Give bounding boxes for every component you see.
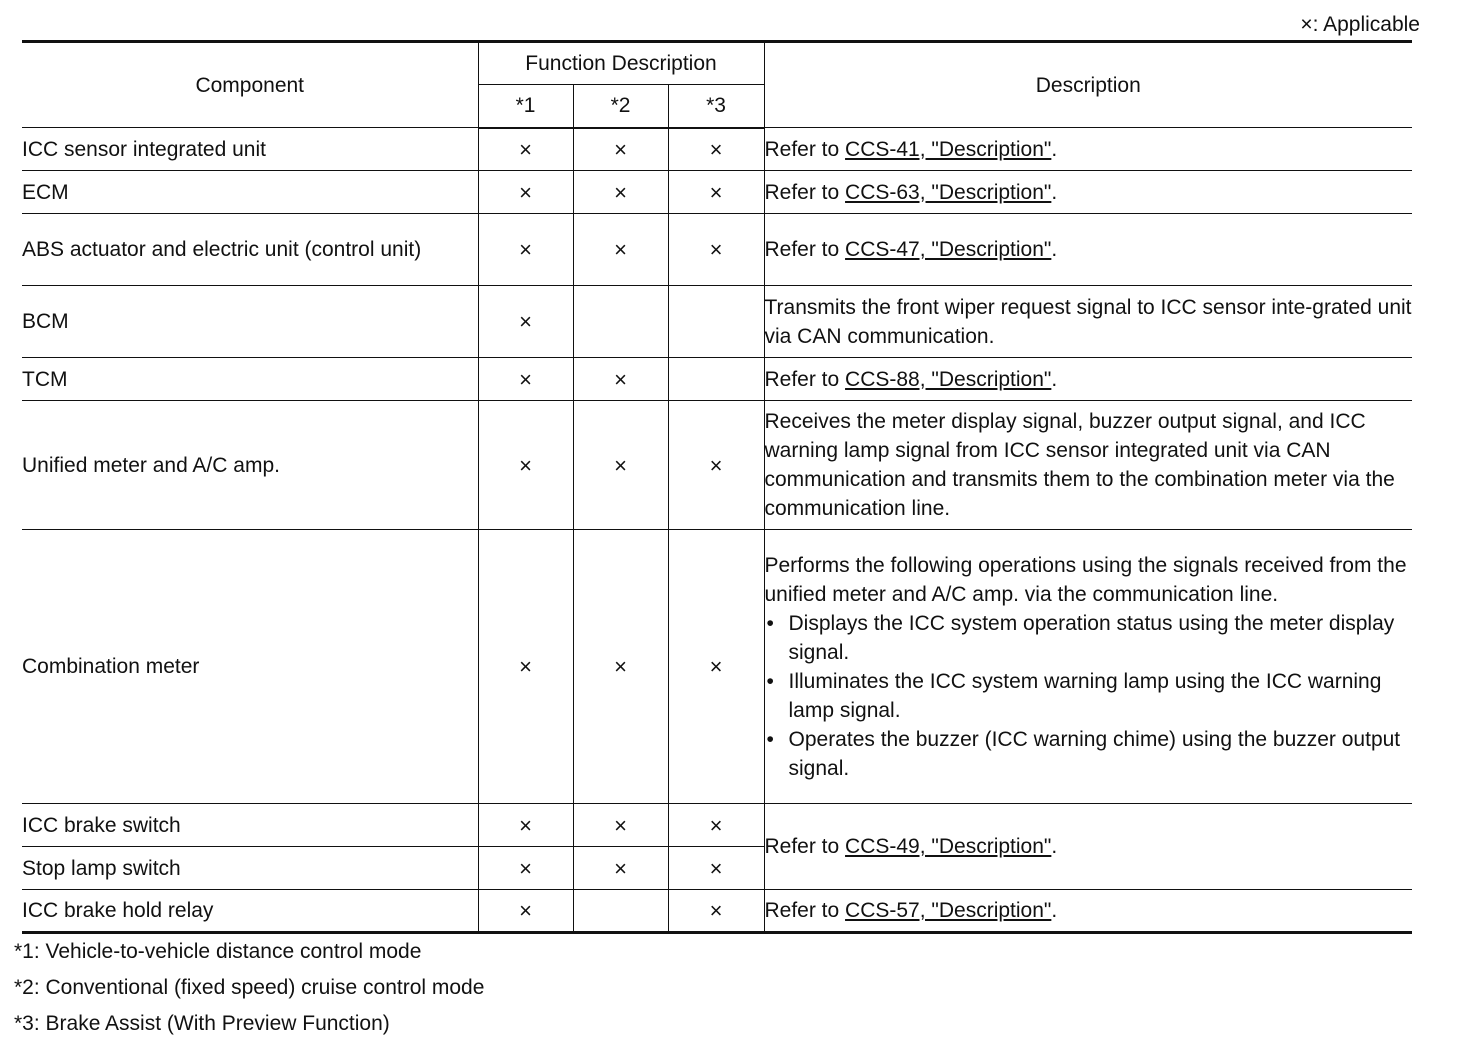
footnote: *3: Brake Assist (With Preview Function) [14, 1012, 390, 1035]
function-1-mark: × [478, 890, 573, 933]
list-item [765, 725, 1413, 783]
function-2-mark [573, 890, 668, 933]
component-cell: Combination meter [22, 530, 478, 804]
component-cell: Unified meter and A/C amp. [22, 401, 478, 530]
table-row [22, 401, 1412, 530]
component-column-header: Component [22, 42, 478, 128]
function-2-mark: × [573, 128, 668, 171]
description-cell [764, 804, 1412, 890]
table-row [22, 804, 1412, 847]
reference-link[interactable]: CCS-47, "Description" [845, 238, 1052, 261]
function-3-mark: × [668, 214, 764, 286]
function-1-mark: × [478, 358, 573, 401]
bullet-icon: • [766, 611, 774, 635]
table-row [22, 171, 1412, 214]
refer-prefix: Refer to [764, 180, 846, 204]
description-cell [764, 128, 1412, 171]
function-2-mark: × [573, 401, 668, 530]
function-1-mark: × [478, 804, 573, 847]
component-cell: ICC sensor integrated unit [22, 128, 478, 171]
function-1-header: *1 [478, 85, 573, 128]
table-row [22, 214, 1412, 286]
function-1-mark: × [478, 128, 573, 171]
function-3-header: *3 [668, 85, 764, 128]
reference-suffix: . [1051, 238, 1058, 261]
reference-suffix: . [1051, 137, 1058, 161]
function-3-mark: × [668, 171, 764, 214]
function-description-header: Function Description [478, 42, 764, 85]
function-2-mark: × [573, 530, 668, 804]
description-cell [764, 530, 1412, 804]
footnote: *1: Vehicle-to-vehicle distance control mode [14, 940, 422, 963]
description-intro: Performs the following operations using the signals received from the unified meter and A/C amp. via the communication line. [764, 553, 1407, 606]
description-cell: Receives the meter display signal, buzzer output signal, and ICC warning lamp signal from ICC sensor integrated unit via CAN communication and transmits them to the combination meter via the communication line. [764, 401, 1412, 530]
list-item-text: Displays the ICC system operation status using the meter display signal. [788, 611, 1395, 664]
reference-suffix: . [1051, 835, 1058, 858]
function-2-mark: × [573, 358, 668, 401]
refer-prefix: Refer to [764, 137, 846, 161]
table-row [22, 286, 1412, 358]
refer-prefix: Refer to [764, 835, 846, 858]
component-cell: Stop lamp switch [22, 847, 478, 890]
function-3-mark: × [668, 401, 764, 530]
table-row [22, 358, 1412, 401]
reference-link[interactable]: CCS-88, "Description" [845, 367, 1052, 391]
component-cell: BCM [22, 286, 478, 358]
table-row [22, 128, 1412, 171]
function-3-mark: × [668, 890, 764, 933]
refer-prefix: Refer to [764, 899, 846, 922]
footnote: *2: Conventional (fixed speed) cruise control mode [14, 976, 485, 999]
function-3-mark: × [668, 804, 764, 847]
function-2-mark: × [573, 847, 668, 890]
function-2-mark: × [573, 171, 668, 214]
function-3-mark [668, 358, 764, 401]
function-1-mark: × [478, 401, 573, 530]
function-2-mark [573, 286, 668, 358]
refer-prefix: Refer to [764, 367, 846, 391]
description-column-header: Description [764, 42, 1412, 128]
reference-link[interactable]: CCS-63, "Description" [845, 180, 1052, 204]
component-cell: ECM [22, 171, 478, 214]
function-2-header: *2 [573, 85, 668, 128]
list-item-text: Operates the buzzer (ICC warning chime) using the buzzer output signal. [788, 727, 1401, 780]
bullet-icon: • [766, 727, 774, 751]
reference-link[interactable]: CCS-57, "Description" [845, 899, 1052, 922]
component-cell: ICC brake switch [22, 804, 478, 847]
reference-suffix: . [1051, 367, 1058, 391]
function-3-mark: × [668, 530, 764, 804]
footnotes [14, 937, 484, 1045]
table-row [22, 530, 1412, 804]
component-cell: ICC brake hold relay [22, 890, 478, 933]
component-cell: ABS actuator and electric unit (control unit) [22, 214, 478, 286]
reference-suffix: . [1051, 180, 1058, 204]
refer-prefix: Refer to [764, 238, 846, 261]
function-1-mark: × [478, 530, 573, 804]
operations-list [765, 609, 1413, 783]
function-1-mark: × [478, 286, 573, 358]
description-cell: Transmits the front wiper request signal to ICC sensor inte-grated unit via CAN communication. [764, 286, 1412, 358]
reference-suffix: . [1051, 899, 1058, 922]
list-item [765, 609, 1413, 667]
function-2-mark: × [573, 214, 668, 286]
list-item [765, 667, 1413, 725]
function-3-mark: × [668, 847, 764, 890]
function-3-mark [668, 286, 764, 358]
function-1-mark: × [478, 847, 573, 890]
component-cell: TCM [22, 358, 478, 401]
applicable-legend: ×: Applicable [1300, 13, 1420, 36]
list-item-text: Illuminates the ICC system warning lamp using the ICC warning lamp signal. [788, 669, 1382, 722]
component-function-table [22, 40, 1412, 934]
bullet-icon: • [766, 669, 774, 693]
description-cell [764, 358, 1412, 401]
reference-link[interactable]: CCS-41, "Description" [845, 137, 1052, 161]
description-cell [764, 171, 1412, 214]
function-3-mark: × [668, 128, 764, 171]
reference-link[interactable]: CCS-49, "Description" [845, 835, 1052, 858]
table-header [22, 42, 1412, 128]
function-1-mark: × [478, 171, 573, 214]
table-row [22, 890, 1412, 933]
function-1-mark: × [478, 214, 573, 286]
function-2-mark: × [573, 804, 668, 847]
description-cell [764, 214, 1412, 286]
description-cell [764, 890, 1412, 933]
